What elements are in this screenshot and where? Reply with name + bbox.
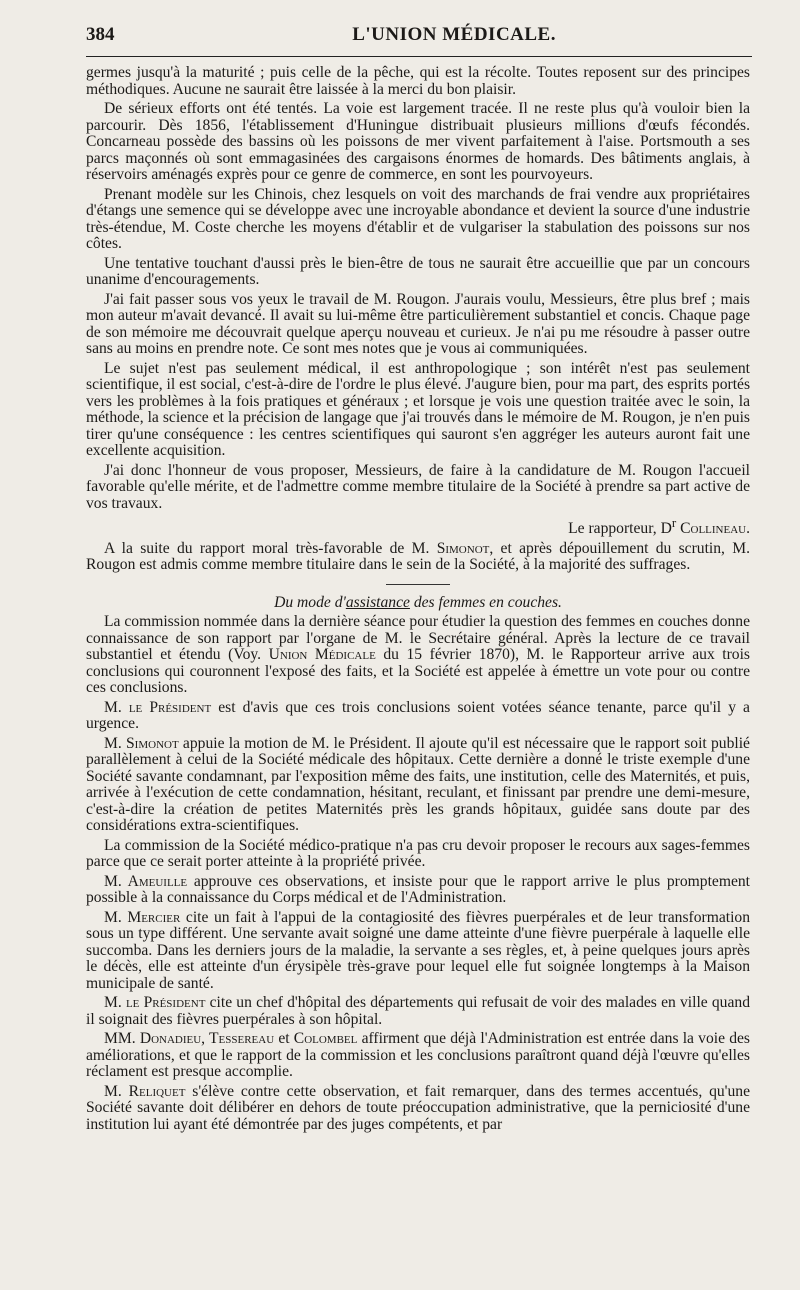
paragraph bbox=[86, 614, 750, 697]
section-divider bbox=[386, 584, 450, 585]
signature-label: Le rapporteur, D bbox=[568, 520, 672, 538]
paragraph: J'ai donc l'honneur de vous proposer, Messieurs, de faire à la candidature de M. Rougon l'accueil favorable qu'elle mérite, et de l'admettre comme membre titulaire de la Société à prendre sa part active de vos travaux. bbox=[86, 461, 750, 512]
text-run: Du mode d' bbox=[274, 593, 346, 611]
text-run: approuve ces observations, et insiste pour que le rapport arrive le plus promptement possible à la connaissance du Corps médical et de l'Administration. bbox=[86, 872, 750, 907]
paragraph: germes jusqu'à la maturité ; puis celle de la pêche, qui est la récolte. Toutes reposent sur des principes méthodiques. Aucune ne saurait être laissée à la merci du bon plaisir. bbox=[86, 64, 750, 98]
text-run: des femmes en couches. bbox=[409, 593, 562, 611]
speaker-name: MM. Donadieu, Tessereau bbox=[104, 1030, 275, 1048]
page-header bbox=[86, 24, 746, 54]
text-run: appuie la motion de M. le Président. Il ajoute qu'il est nécessaire que le rapport soit publié parallèlement à celui de la Société médicale des hôpitaux. Cette dernière a donné le triste exemple d'une Société savante condamnant, par l'exposition même des faits, une institution, celle des Maternités, et puis, arrivée à l'exécution de cette condamnation, hésitant, reculant, et finissant par prendre une demi-mesure, c'est-à-dire la création de petites Maternités près les grands hôpitaux, guidée sans doute par des considérations extra-scientifiques. bbox=[86, 734, 750, 835]
running-title: L'UNION MÉDICALE. bbox=[352, 24, 556, 45]
paragraph bbox=[86, 541, 750, 574]
paragraph bbox=[86, 910, 750, 993]
paragraph: Une tentative touchant d'aussi près le bien-être de tous ne saurait être accueillie que par un concours unanime d'encouragements. bbox=[86, 254, 750, 288]
paragraph bbox=[86, 1031, 750, 1081]
text-run: , et après dépouillement du scrutin, M. Rougon est admis comme membre titulaire dans le sein de la Société, à la majorité des suffrages. bbox=[86, 539, 750, 574]
text-run: A la suite du rapport moral très-favorable de M. bbox=[104, 539, 430, 557]
paragraph: Prenant modèle sur les Chinois, chez lesquels on voit des marchands de frai vendre aux propriétaires d'étangs une semence qui se développe avec une incroyable abondance et devient la source d'une industrie très-étendue, M. Coste cherche les moyens d'établir et de vulgariser la stabulation des poissons sur nos côtes. bbox=[86, 185, 750, 252]
text-run: La commission nommée dans la dernière séance pour étudier la question des femmes en couches donne connaissance de son rapport par l'organe de M. le Secrétaire général. Après la lecture de ce travail substantiel et étendu (Voy. bbox=[86, 613, 750, 664]
text-run: cite un chef d'hôpital des départements qui refusait de voir des malades en ville quand il soignait des fièvres puerpérales à son hôpital. bbox=[86, 994, 750, 1028]
speaker-name: M. Reliquet bbox=[104, 1082, 186, 1100]
text-run: affirment que déjà l'Administration est entrée dans la voie des améliorations, et que le rapport de la commission et les conclusions paraîtront quand déjà l'œuvre qu'elles réclament est presque accomplie. bbox=[86, 1030, 750, 1081]
text-run: et bbox=[274, 1030, 294, 1048]
page-number: 384 bbox=[86, 24, 115, 45]
text-run: cite un fait à l'appui de la contagiosité des fièvres puerpérales et de leur transformation sous un type différent. Une servante avait soigné une dame atteinte d'une fièvre puerpérale à laquelle elle succomba. Dans les derniers jours de la maladie, la servante a ses règles, et, à peine quelques jours après le décès, elle est atteinte d'un érysipèle très-grave pour lequel elle fut soignée longtemps à la Maison municipale de santé. bbox=[86, 908, 751, 992]
paragraph bbox=[86, 874, 750, 907]
speaker-name: M. Simonot bbox=[104, 734, 179, 752]
speaker-name: M. le Président bbox=[104, 994, 206, 1012]
paragraph: La commission de la Société médico-pratique n'a pas cru devoir proposer le recours aux sages-femmes parce que ce serait porter atteinte à la propriété privée. bbox=[86, 836, 750, 871]
speaker-name: M. Mercier bbox=[104, 908, 181, 926]
signature-name: Collineau. bbox=[680, 520, 750, 538]
section-title bbox=[86, 595, 750, 612]
paragraph bbox=[86, 1084, 750, 1134]
text-run: assistance bbox=[345, 593, 410, 611]
paragraph: Le sujet n'est pas seulement médical, il est anthropologique ; son intérêt n'est pas seulement scientifique, il est social, c'est-à-dire de l'ordre le plus élevé. J'augure bien, pour ma part, des esprits portés vers les problèmes à la fois pratiques et généraux ; et lorsque je vois une question traitée avec le soin, la méthode, la science et la précision de langage que j'ai trouvés dans le mémoire de M. Rougon, je n'en puis tirer qu'une conséquence : les centres scientifiques qui sauront s'en aggréger les auteurs auront fait une excellente acquisition. bbox=[86, 359, 751, 459]
text-run: du 15 février 1870), M. le Rapporteur arrive aux trois conclusions qui couronnent l'exposé des faits, et la Société est appelée à émettre un vote pour ou contre ces conclusions. bbox=[86, 646, 750, 697]
header-rule bbox=[86, 56, 752, 57]
paragraph bbox=[86, 995, 750, 1028]
text-run: est d'avis que ces trois conclusions soient votées séance tenante, parce qu'il y a urgence. bbox=[86, 698, 750, 733]
paragraph bbox=[86, 700, 750, 733]
speaker-name: Simonot bbox=[436, 539, 490, 557]
speaker-name: M. Ameuille bbox=[104, 872, 188, 890]
signature-sup: r bbox=[671, 515, 677, 530]
paragraph: De sérieux efforts ont été tentés. La voie est largement tracée. Il ne reste plus qu'à vouloir bien la parcourir. Dès 1856, l'établissement d'Huningue distribuait plusieurs millions d'œufs fécondés. Concarneau possède des bassins où les poissons de mer vivent parfaitement à l'aise. Portsmouth a ses parcs maçonnés où sont emmagasinées des cargaisons énormes de homards. Des bâtiments anglais, à réservoirs aménagés exprès pour ce genre de commerce, en sont les pourvoyeurs. bbox=[86, 100, 750, 183]
paragraph bbox=[86, 736, 750, 835]
journal-name: Union Médicale bbox=[268, 646, 376, 664]
paragraph: J'ai fait passer sous vos yeux le travail de M. Rougon. J'aurais voulu, Messieurs, être plus bref ; mais mon auteur m'avait devancé. Il avait su lui-même être particulièrement substantiel et concis. Chaque page de son mémoire me découvrait quelque aperçu nouveau et curieux. Je n'ai pu me résoudre à passer outre sans au moins en prendre note. Ce sont mes notes que je vous ai communiquées. bbox=[86, 290, 750, 357]
text-run: s'élève contre cette observation, et fait remarquer, dans des termes accentués, qu'une Société savante doit délibérer en dehors de toute préoccupation administrative, que la perniciosité d'une institution lui ayant été démontrée par des juges compétents, et par bbox=[86, 1082, 750, 1133]
signature bbox=[86, 515, 750, 538]
speaker-name: M. le Président bbox=[104, 698, 212, 716]
speaker-name: Colombel bbox=[293, 1030, 358, 1048]
body-text bbox=[86, 65, 750, 1133]
